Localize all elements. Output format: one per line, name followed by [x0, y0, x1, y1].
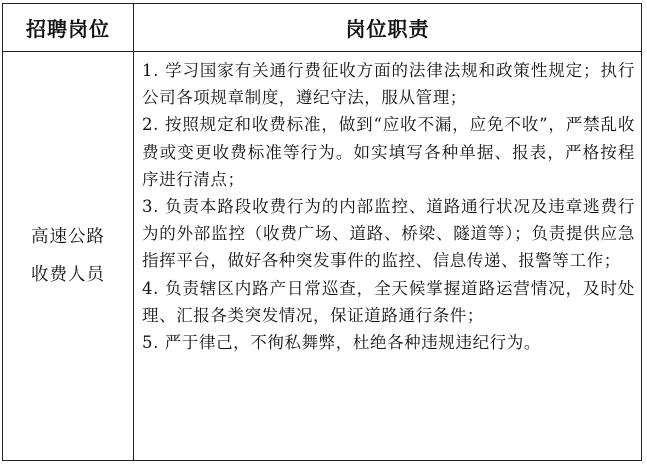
position-line: 高速公路 [31, 227, 105, 247]
duty-item-4: 4. 负责辖区内路产日常巡查，全天候掌握道路运营情况，及时处理、汇报各类突发情况，保证道路通行条件； [142, 278, 635, 325]
position-cell [3, 52, 134, 461]
duty-item-3: 3. 负责本路段收费行为的内部监控、道路通行状况及违章逃费行为的外部监控（收费广场、道路、桥梁、隧道等）；负责提供应急指挥平台，做好各种突发事件的监控、信息传递、报警等工作； [142, 197, 635, 271]
table-header-row [3, 4, 642, 52]
duties-cell [134, 52, 642, 461]
table-row [3, 52, 642, 461]
header-position: 招聘岗位 [3, 4, 134, 52]
job-table [2, 3, 642, 461]
duty-item-2: 2. 按照规定和收费标准，做到“应收不漏，应免不收”，严禁乱收费或变更收费标准等行为。如实填写各种单据、报表，严格按程序进行清点； [142, 115, 635, 189]
position-line: 收费人员 [31, 265, 105, 285]
header-duties: 岗位职责 [134, 4, 642, 52]
duty-item-5: 5. 严于律己，不徇私舞弊，杜绝各种违规违纪行为。 [142, 333, 541, 353]
duty-item-1: 1. 学习国家有关通行费征收方面的法律法规和政策性规定；执行公司各项规章制度，遵纪守法，服从管理； [142, 61, 635, 108]
